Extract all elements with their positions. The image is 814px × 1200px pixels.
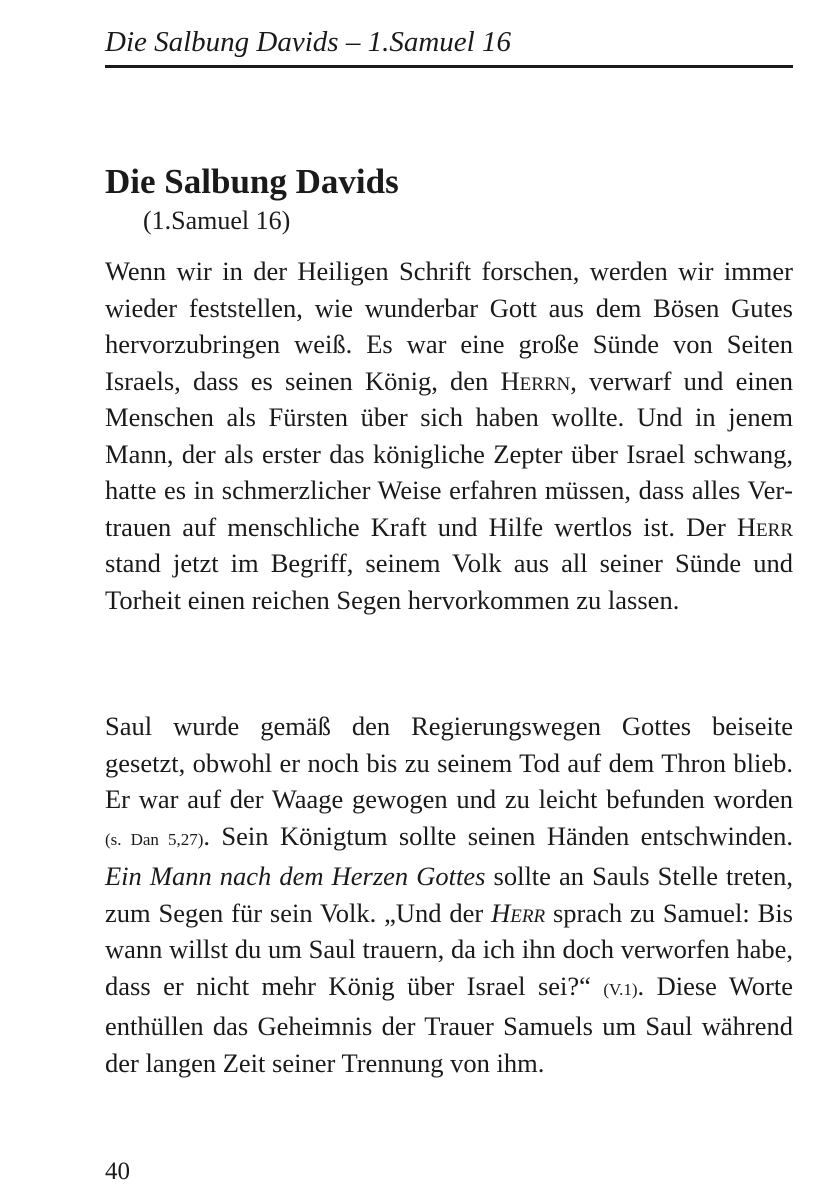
text-segment: stand jetzt im Begriff, seinem Volk aus all seiner Sünde und Torheit einen reichen Segen hervorkommen zu lassen. <box>105 548 793 615</box>
chapter-reference: (1.Samuel 16) <box>143 206 291 235</box>
text-segment: sprach zu Samuel: Bis wann willst du um Saul trauern, da ich ihn doch verworfen habe, dass er nicht mehr König über Israel sei?“ <box>105 897 793 1001</box>
text-segment: . Diese Worte enthüllen das Geheimnis der Trauer Samuels um Saul während der langen Zeit seiner Trennung von ihm. <box>105 970 793 1078</box>
header-rule <box>105 65 793 68</box>
scripture-reference: (s. Dan 5,27) <box>105 829 204 849</box>
text-segment: Saul wurde gemäß den Regierungswegen Gottes beiseite gesetzt, obwohl er noch bis zu seinem Tod auf dem Thron blieb. Er war auf der Waage gewogen und zu leicht befunden worden <box>105 711 793 814</box>
lord-small-caps: Herr <box>736 511 793 542</box>
text-segment: Wenn wir in der Heiligen Schrift forschen, werden wir immer wieder feststellen, wie wunderbar Gott aus dem Bösen Gutes hervorzubringen weiß. Es war eine große Sünde von Seiten Israels, dass es seinen König, den <box>105 256 793 396</box>
verse-reference: (V.1) <box>603 979 638 999</box>
text-segment: . Sein Königtum sollte seinen Händen entschwinden. <box>203 820 794 851</box>
running-header: Die Salbung Davids – 1.Samuel 16 <box>105 26 511 58</box>
lord-small-caps: Herrn <box>500 365 571 396</box>
chapter-title: Die Salbung Davids <box>105 162 399 201</box>
page-number: 40 <box>105 1158 130 1185</box>
text-segment: sollte an Sauls Stelle treten, zum Segen für sein Volk. „Und der <box>105 861 793 928</box>
paragraph-1 <box>105 253 793 618</box>
text-segment: , verwarf und einen Menschen als Fürsten über sich haben wollte. Und in jenem Mann, der als erster das königliche Zepter über Israel schwang, hatte es in schmerzlicher Weise erfahren müssen, dass alles Vertrauen auf menschliche Kraft und Hilfe wertlos ist. Der <box>105 365 793 542</box>
lord-small-caps-italic: Herr <box>491 897 546 928</box>
italic-phrase: Ein Mann nach dem Herzen Gottes <box>105 861 486 891</box>
paragraph-2 <box>105 708 793 1081</box>
